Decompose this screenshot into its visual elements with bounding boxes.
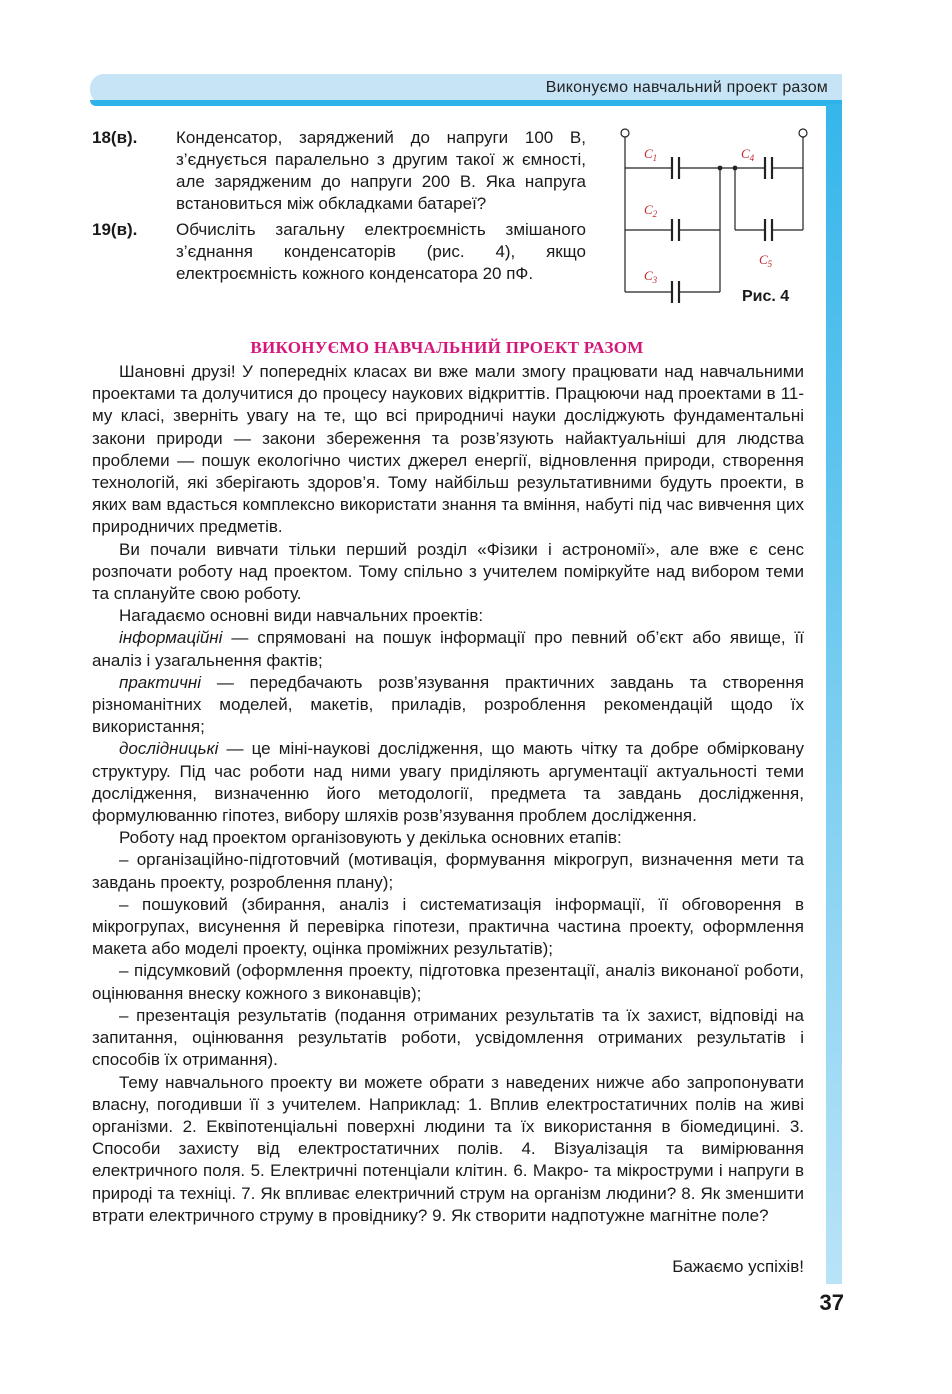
term: практичні bbox=[119, 672, 202, 692]
stage-item: – організаційно-підготовчий (мотивація, формування мікрогруп, визначення мети та завдань проекту, розроблення плану); bbox=[92, 850, 804, 892]
junction-dot bbox=[718, 166, 723, 171]
term: інформаційні bbox=[119, 628, 223, 648]
label-c3: $C_3$ bbox=[644, 268, 658, 285]
figure-caption: Рис. 4 bbox=[742, 288, 790, 305]
running-header-title: Виконуємо навчальний проект разом bbox=[545, 79, 828, 96]
header-underline bbox=[90, 100, 842, 106]
definition: — спрямовані на пошук інформації про певний об’єкт або явище, її аналіз і узагальнення фактів; bbox=[92, 628, 804, 670]
section-title: ВИКОНУЄМО НАВЧАЛЬНИЙ ПРОЕКТ РАЗОМ bbox=[250, 338, 644, 357]
section-body bbox=[92, 361, 804, 1227]
task-number: 19(в). bbox=[92, 220, 138, 239]
label-c5: $C_5$ bbox=[759, 252, 773, 269]
label-c4: $C_4$ bbox=[741, 146, 755, 163]
task-number: 18(в). bbox=[92, 128, 138, 147]
paragraph: Нагадаємо основні види навчальних проектів: bbox=[119, 606, 484, 626]
term: дослідницькі bbox=[119, 739, 219, 759]
project-type-info bbox=[92, 627, 804, 671]
project-type-research bbox=[92, 738, 804, 827]
terminal-left bbox=[621, 129, 629, 137]
label-c2: $C_2$ bbox=[644, 202, 658, 219]
page-number: 37 bbox=[819, 1290, 844, 1315]
stage-item: – презентація результатів (подання отриманих результатів та їх захист, відповіді на запитання, оцінювання результатів роботи, усвідомлення отриманих результатів і способів їх отримання). bbox=[92, 1005, 804, 1070]
project-type-practical bbox=[92, 672, 804, 739]
paragraph: Ви почали вивчати тільки перший розділ «Фізики і астрономії», але вже є сенс розпочати роботу над проектом. Тому спільно з учителем поміркуйте над вибором теми та сплануйте свою роботу. bbox=[92, 539, 804, 604]
task-text: Обчисліть загальну електроємність змішаного з’єднання конденсаторів (рис. 4), якщо електроємність кожного конденсатора 20 пФ. bbox=[176, 220, 586, 283]
junction-dot bbox=[733, 166, 738, 171]
closing-line: Бажаємо успіхів! bbox=[672, 1257, 804, 1276]
terminal-right bbox=[799, 129, 807, 137]
paragraph: Шановні друзі! У попередніх класах ви вже мали змогу працювати над навчальними проектами та долучитися до процесу наукових відкриттів. Працюючи над проектами в 11-му класі, зверніть увагу на те, що всі природничі науки досліджують фундаментальні закони природи — закони збереження та розв’язують найактуальніші для людства проблеми — пошук екологічно чистих джерел енергії, відновлення природи, створення технологій, які зберігають здоров’я. Тому найбільш результативними будуть проекти, в яких вам вдасться комплексно використати знання та вміння, набуті під час вивчення цих природничих предметів. bbox=[92, 362, 804, 537]
stage-item: – пошуковий (збирання, аналіз і систематизація інформації, її обговорення в мікрогрупах, висунення й перевірка гіпотези, практична частина проекту, оформлення макета або моделі проекту, оцінка проміжних результатів); bbox=[92, 894, 804, 959]
definition: — передбачають розв’язування практичних завдань та створення різноманітних моделей, макетів, приладів, розроблення рекомендацій щодо їх використання; bbox=[92, 672, 804, 737]
definition: — це міні-наукові дослідження, що мають чітку та добре обмірковану структуру. Під час роботи над ними увагу приділяють аргументації актуальності теми дослідження, визначенню його методології, предмета та завдань дослідження, формулюванню гіпотез, вибору шляхів розв’язування проблем дослідження. bbox=[92, 739, 804, 826]
paragraph: Роботу над проектом організовують у декілька основних етапів: bbox=[119, 828, 622, 848]
side-stripe bbox=[826, 104, 842, 1284]
stage-item: – підсумковий (оформлення проекту, підготовка презентації, аналіз виконаної роботи, оцінювання внеску кожного з виконавців); bbox=[92, 961, 804, 1003]
task-text: Конденсатор, заряджений до напруги 100 В, з’єднується паралельно з другим такої ж ємності, але зарядженим до напруги 200 В. Яка напруга встановиться між обкладками батареї? bbox=[176, 128, 586, 213]
label-c1: $C_1$ bbox=[644, 146, 658, 163]
circuit-diagram bbox=[610, 124, 815, 310]
paragraph: Тему навчального проекту ви можете обрати з наведених нижче або запропонувати власну, погодивши її з учителем. Наприклад: 1. Вплив електростатичних полів на живі організми. 2. Еквіпотенціальні поверхні людини та їх використання в біомедицині. 3. Способи захисту від електростатичних полів. 4. Візуалізація та вимірювання електричного поля. 5. Електричні потенціали клітин. 6. Макро- та мікроструми і напруги в природі та техніці. 7. Як впливає електричний струм на організм людини? 8. Як зменшити втрати електричного струму в провіднику? 9. Як створити надпотужне магнітне поле? bbox=[92, 1072, 804, 1225]
